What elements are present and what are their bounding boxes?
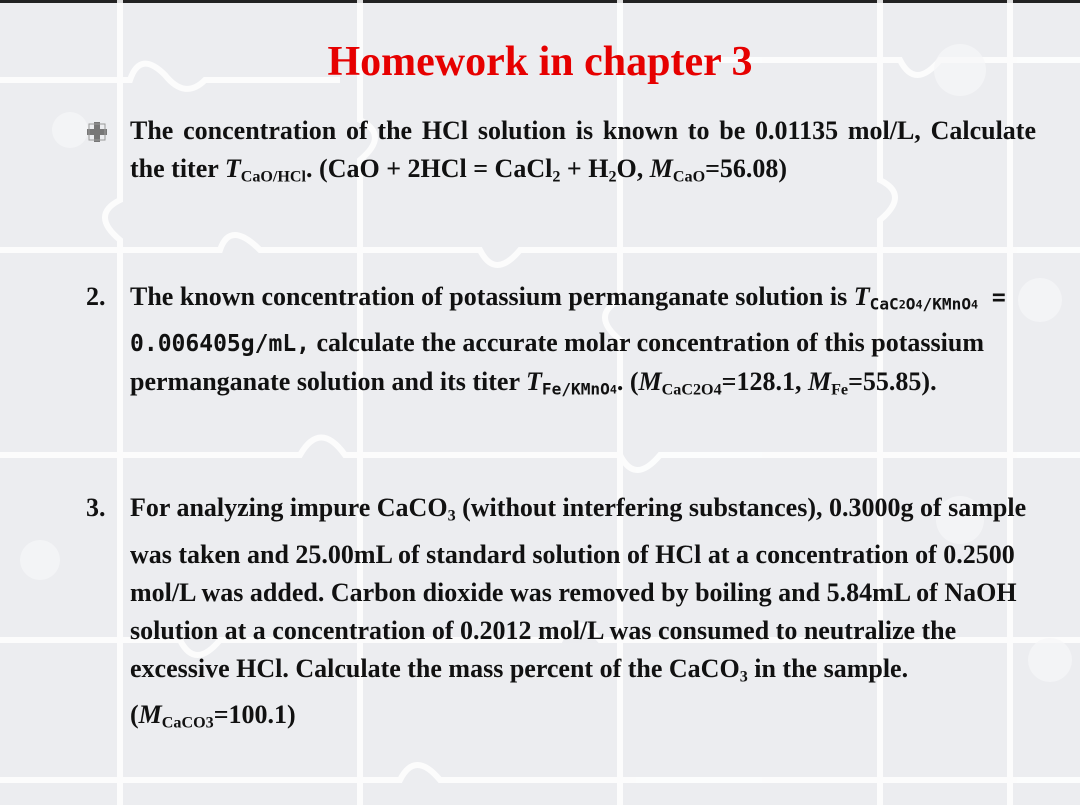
page-title: Homework in chapter 3 — [327, 39, 753, 85]
problem-text: The concentration of the HCl solution is known to be 0.01135 mol/L, Calculate the titer $T_{CaO/HCl}$. (CaO + 2HCl = CaCl$_2$ + $H_2O$, $M_{CaO}=56.08$) — [130, 116, 1036, 186]
problem-2 — [86, 278, 1036, 409]
problem-text: For analyzing impure CaCO$_3$ (without interfering substances), 0.3000g of sample was taken and 25.00mL of standard solution of HCl at a concentration of 0.2500 mol/L was added. Carbon dioxide was removed by boiling and 5.84mL of NaOH solution at a concentration of 0.2012 mol/L was consumed to neutralize the excessive HCl. Calculate the mass percent of the CaCO$_3$ in the sample. $(M_{CaCO3}=100.1)$ — [130, 493, 1027, 732]
problem-marker: 2. — [86, 282, 106, 311]
cross-icon — [86, 121, 108, 143]
problem-text: The known concentration of potassium permanganate solution is TCaC2O4/KMnO4 = 0.006405g/mL, calculate the accurate molar concentration of this potassium permanganate solution and its titer TFe/KMnO4. ($M_{CaC2O4}=128.1$, $M_{Fe}=55.85$). — [130, 282, 1006, 398]
problem-1 — [86, 112, 1036, 197]
problem-3 — [86, 489, 1036, 743]
problem-marker: 3. — [86, 493, 106, 522]
